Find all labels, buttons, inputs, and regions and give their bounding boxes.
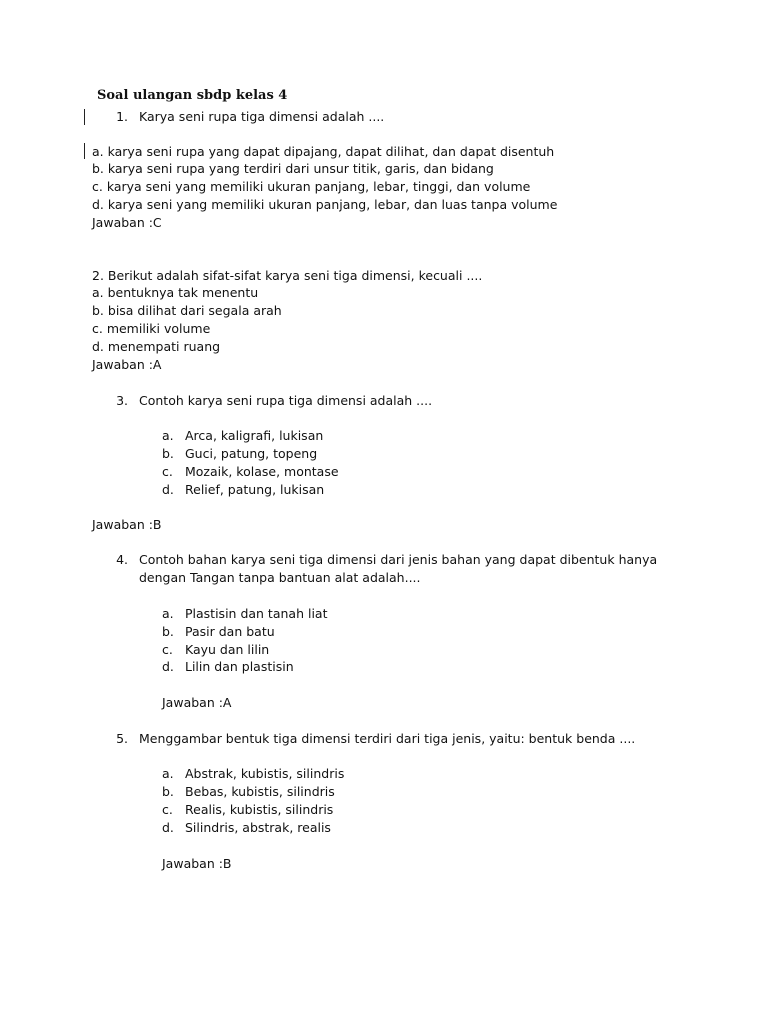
question-text-continued: dengan Tangan tanpa bantuan alat adalah.... [139, 570, 421, 585]
answer-option: Arca, kaligrafi, lukisan [185, 428, 324, 443]
document-title: Soal ulangan sbdp kelas 4 [97, 88, 288, 103]
answer-option: Guci, patung, topeng [185, 446, 318, 461]
answer-option: d. menempati ruang [92, 339, 221, 354]
answer-option: b. karya seni rupa yang terdiri dari unsur titik, garis, dan bidang [92, 161, 494, 176]
answer-option: Relief, patung, lukisan [185, 482, 325, 497]
answer-option: Lilin dan plastisin [185, 659, 294, 674]
option-letter: b. [162, 784, 174, 799]
answer-option: Kayu dan lilin [185, 642, 270, 657]
option-letter: a. [162, 766, 174, 781]
answer-option: Bebas, kubistis, silindris [185, 784, 335, 799]
option-letter: b. [162, 446, 174, 461]
answer-option: Silindris, abstrak, realis [185, 820, 331, 835]
option-letter: c. [162, 802, 173, 817]
option-letter: d. [162, 820, 174, 835]
option-letter: d. [162, 659, 174, 674]
answer-option: Realis, kubistis, silindris [185, 802, 334, 817]
question-text: Contoh karya seni rupa tiga dimensi adalah .... [139, 393, 433, 408]
answer-option: Plastisin dan tanah liat [185, 606, 328, 621]
answer-option: a. karya seni rupa yang dapat dipajang, dapat dilihat, dan dapat disentuh [92, 144, 555, 159]
answer-option: a. bentuknya tak menentu [92, 285, 259, 300]
option-letter: c. [162, 464, 173, 479]
answer-option: Mozaik, kolase, montase [185, 464, 339, 479]
answer-option: c. karya seni yang memiliki ukuran panjang, lebar, tinggi, dan volume [92, 179, 531, 194]
answer-key: Jawaban :A [92, 357, 162, 372]
answer-option: c. memiliki volume [92, 321, 211, 336]
answer-option: Pasir dan batu [185, 624, 275, 639]
option-letter: a. [162, 606, 174, 621]
option-letter: b. [162, 624, 174, 639]
text-cursor [84, 109, 85, 125]
question-text: Menggambar bentuk tiga dimensi terdiri dari tiga jenis, yaitu: bentuk benda .... [139, 731, 636, 746]
question-number: 4. [116, 552, 128, 567]
answer-key: Jawaban :B [92, 517, 162, 532]
answer-key: Jawaban :B [162, 856, 232, 871]
option-letter: c. [162, 642, 173, 657]
answer-option: b. bisa dilihat dari segala arah [92, 303, 282, 318]
answer-key: Jawaban :C [92, 215, 162, 230]
option-letter: a. [162, 428, 174, 443]
question-number: 3. [116, 393, 128, 408]
question-text: Karya seni rupa tiga dimensi adalah .... [139, 109, 385, 124]
answer-option: d. karya seni yang memiliki ukuran panjang, lebar, dan luas tanpa volume [92, 197, 558, 212]
question-text: 2. Berikut adalah sifat-sifat karya seni tiga dimensi, kecuali .... [92, 268, 483, 283]
question-number: 5. [116, 731, 128, 746]
text-cursor [84, 143, 85, 159]
answer-key: Jawaban :A [162, 695, 232, 710]
question-number: 1. [116, 109, 128, 124]
answer-option: Abstrak, kubistis, silindris [185, 766, 345, 781]
question-text: Contoh bahan karya seni tiga dimensi dari jenis bahan yang dapat dibentuk hanya [139, 552, 658, 567]
option-letter: d. [162, 482, 174, 497]
